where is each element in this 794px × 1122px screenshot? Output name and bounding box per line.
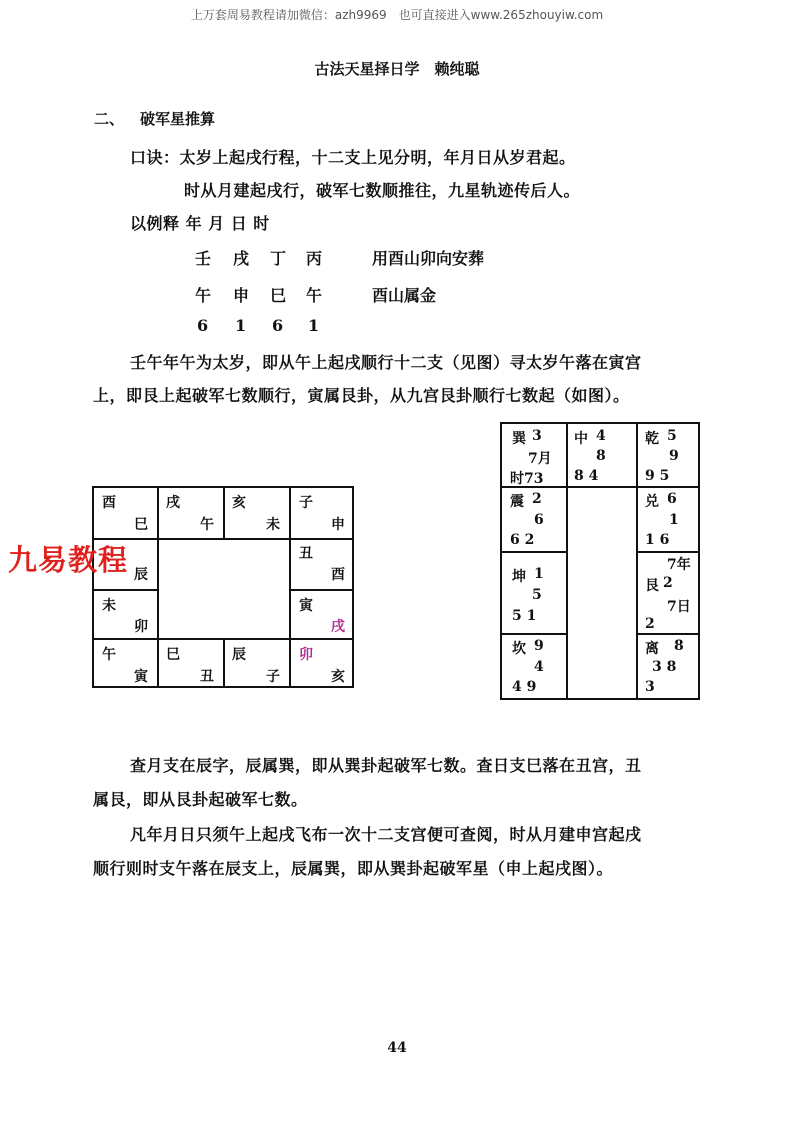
li-line-1: 8: [674, 638, 684, 654]
cell-right-2-b: 戌: [331, 619, 345, 635]
stem-month: 戌: [233, 249, 250, 268]
cell-bottom-1-a: 午: [102, 647, 116, 663]
stem-year: 壬: [195, 249, 212, 268]
cell-top-4-b: 申: [331, 517, 345, 533]
gen-palace-name: 艮: [645, 578, 659, 594]
zhen-line-2: 6: [534, 512, 544, 528]
paragraph-3-line-2: 顺行则时支午落在辰支上，辰属巽，即从巽卦起破军星（申上起戌图）。: [93, 859, 614, 878]
qian-palace-name: 乾: [645, 431, 659, 447]
example-note-1: 用酉山卯向安葬: [372, 249, 485, 268]
stem-day: 丁: [270, 249, 287, 268]
zhong-line-2: 8: [596, 448, 606, 464]
cell-top-1-a: 酉: [102, 495, 116, 511]
section-number: 二、: [94, 110, 125, 128]
branch-month: 申: [233, 286, 250, 305]
cell-bottom-2-b: 丑: [200, 669, 214, 685]
example-note-2: 酉山属金: [372, 286, 437, 305]
xun-line-3: 时73: [510, 471, 544, 487]
cell-top-2-a: 戌: [166, 495, 180, 511]
zhen-line-3: 6 2: [510, 532, 535, 548]
li-line-2: 3 8: [652, 659, 677, 675]
zhong-palace-name: 中: [574, 431, 588, 447]
zhen-line-1: 2: [532, 491, 542, 507]
zhong-line-3: 8 4: [574, 468, 599, 484]
dui-palace-name: 兑: [645, 494, 659, 510]
paragraph-2-line-2: 属艮，即从艮卦起破军七数。: [93, 790, 308, 809]
li-line-3: 3: [645, 679, 655, 695]
cell-left-2-a: 未: [102, 598, 116, 614]
cell-top-3-a: 亥: [232, 495, 246, 511]
kun-line-3: 5 1: [512, 608, 537, 624]
cell-left-1-b: 辰: [134, 567, 148, 583]
cell-bottom-3-b: 子: [266, 669, 280, 685]
stem-hour: 丙: [306, 249, 323, 268]
cell-right-1-a: 丑: [299, 546, 313, 562]
paragraph-3-line-1: 凡年月日只须午上起戌飞布一次十二支宫便可查阅，时从月建申宫起戌: [130, 825, 642, 844]
kun-line-1: 1: [534, 566, 544, 582]
zhen-palace-name: 震: [510, 494, 524, 510]
gen-line-3: 2: [645, 616, 655, 632]
kan-palace-name: 坎: [512, 641, 526, 657]
gen-line-0: 7年: [667, 557, 691, 573]
mnemonic-line-1: 口诀：太岁上起戌行程，十二支上见分明，年月日从岁君起。: [130, 148, 576, 167]
gen-line-2: 7日: [667, 599, 691, 615]
cell-top-3-b: 未: [266, 517, 280, 533]
gen-line-1: 2: [663, 575, 673, 591]
example-label: 以例释 年 月 日 时: [130, 214, 270, 233]
cell-top-2-b: 午: [200, 517, 214, 533]
kan-line-2: 4: [534, 659, 544, 675]
branch-wheel-diagram: [92, 486, 354, 688]
xun-line-2: 7月: [528, 451, 552, 467]
cell-bottom-1-b: 寅: [134, 669, 148, 685]
qian-line-2: 9: [669, 448, 679, 464]
kan-line-3: 4 9: [512, 679, 537, 695]
cell-bottom-4-b: 亥: [331, 669, 345, 685]
branch-day: 巳: [270, 286, 287, 305]
watermark-stamp: 九易教程: [8, 543, 129, 577]
paragraph-2-line-1: 查月支在辰字，辰属巽，即从巽卦起破军七数。查日支巳落在丑宫，丑: [130, 756, 642, 775]
cell-top-1-b: 巳: [134, 517, 148, 533]
qian-line-3: 9 5: [645, 468, 670, 484]
top-watermark-text: 上万套周易教程请加微信：azh9969 也可直接进入www.265zhouyiw.com: [190, 8, 604, 22]
cell-right-2-a: 寅: [299, 598, 313, 614]
cell-left-2-b: 卯: [134, 619, 148, 635]
kun-line-2: 5: [532, 587, 542, 603]
number-hour: 1: [308, 316, 320, 335]
cell-right-1-b: 酉: [331, 567, 345, 583]
branch-year: 午: [195, 286, 212, 305]
nine-palace-diagram: [500, 422, 700, 700]
number-year: 6: [197, 316, 209, 335]
cell-bottom-3-a: 辰: [232, 647, 246, 663]
page-number: 44: [387, 1040, 407, 1056]
number-day: 6: [272, 316, 284, 335]
number-month: 1: [235, 316, 247, 335]
dui-line-3: 1 6: [645, 532, 670, 548]
paragraph-1-line-2: 上，即艮上起破军七数顺行，寅属艮卦，从九宫艮卦顺行七数起（如图）。: [93, 386, 630, 405]
dui-line-1: 6: [667, 491, 677, 507]
xun-line-1: 3: [532, 428, 542, 444]
zhong-line-1: 4: [596, 428, 606, 444]
section-title: 破军星推算: [140, 110, 216, 128]
branch-hour: 午: [306, 286, 323, 305]
kan-line-1: 9: [534, 638, 544, 654]
dui-line-2: 1: [669, 512, 679, 528]
qian-line-1: 5: [667, 428, 677, 444]
xun-palace-name: 巽: [512, 431, 526, 447]
li-palace-name: 离: [645, 641, 659, 657]
kun-palace-name: 坤: [512, 569, 526, 585]
mnemonic-line-2: 时从月建起戌行，破军七数顺推往，九星轨迹传后人。: [184, 181, 581, 200]
cell-bottom-4-a: 卯: [299, 647, 313, 663]
cell-bottom-2-a: 巳: [166, 647, 180, 663]
cell-top-4-a: 子: [299, 495, 313, 511]
paragraph-1-line-1: 壬午年午为太岁，即从午上起戌顺行十二支（见图）寻太岁午落在寅宫: [130, 353, 642, 372]
page-title: 古法天星择日学 赖纯聪: [314, 60, 480, 78]
